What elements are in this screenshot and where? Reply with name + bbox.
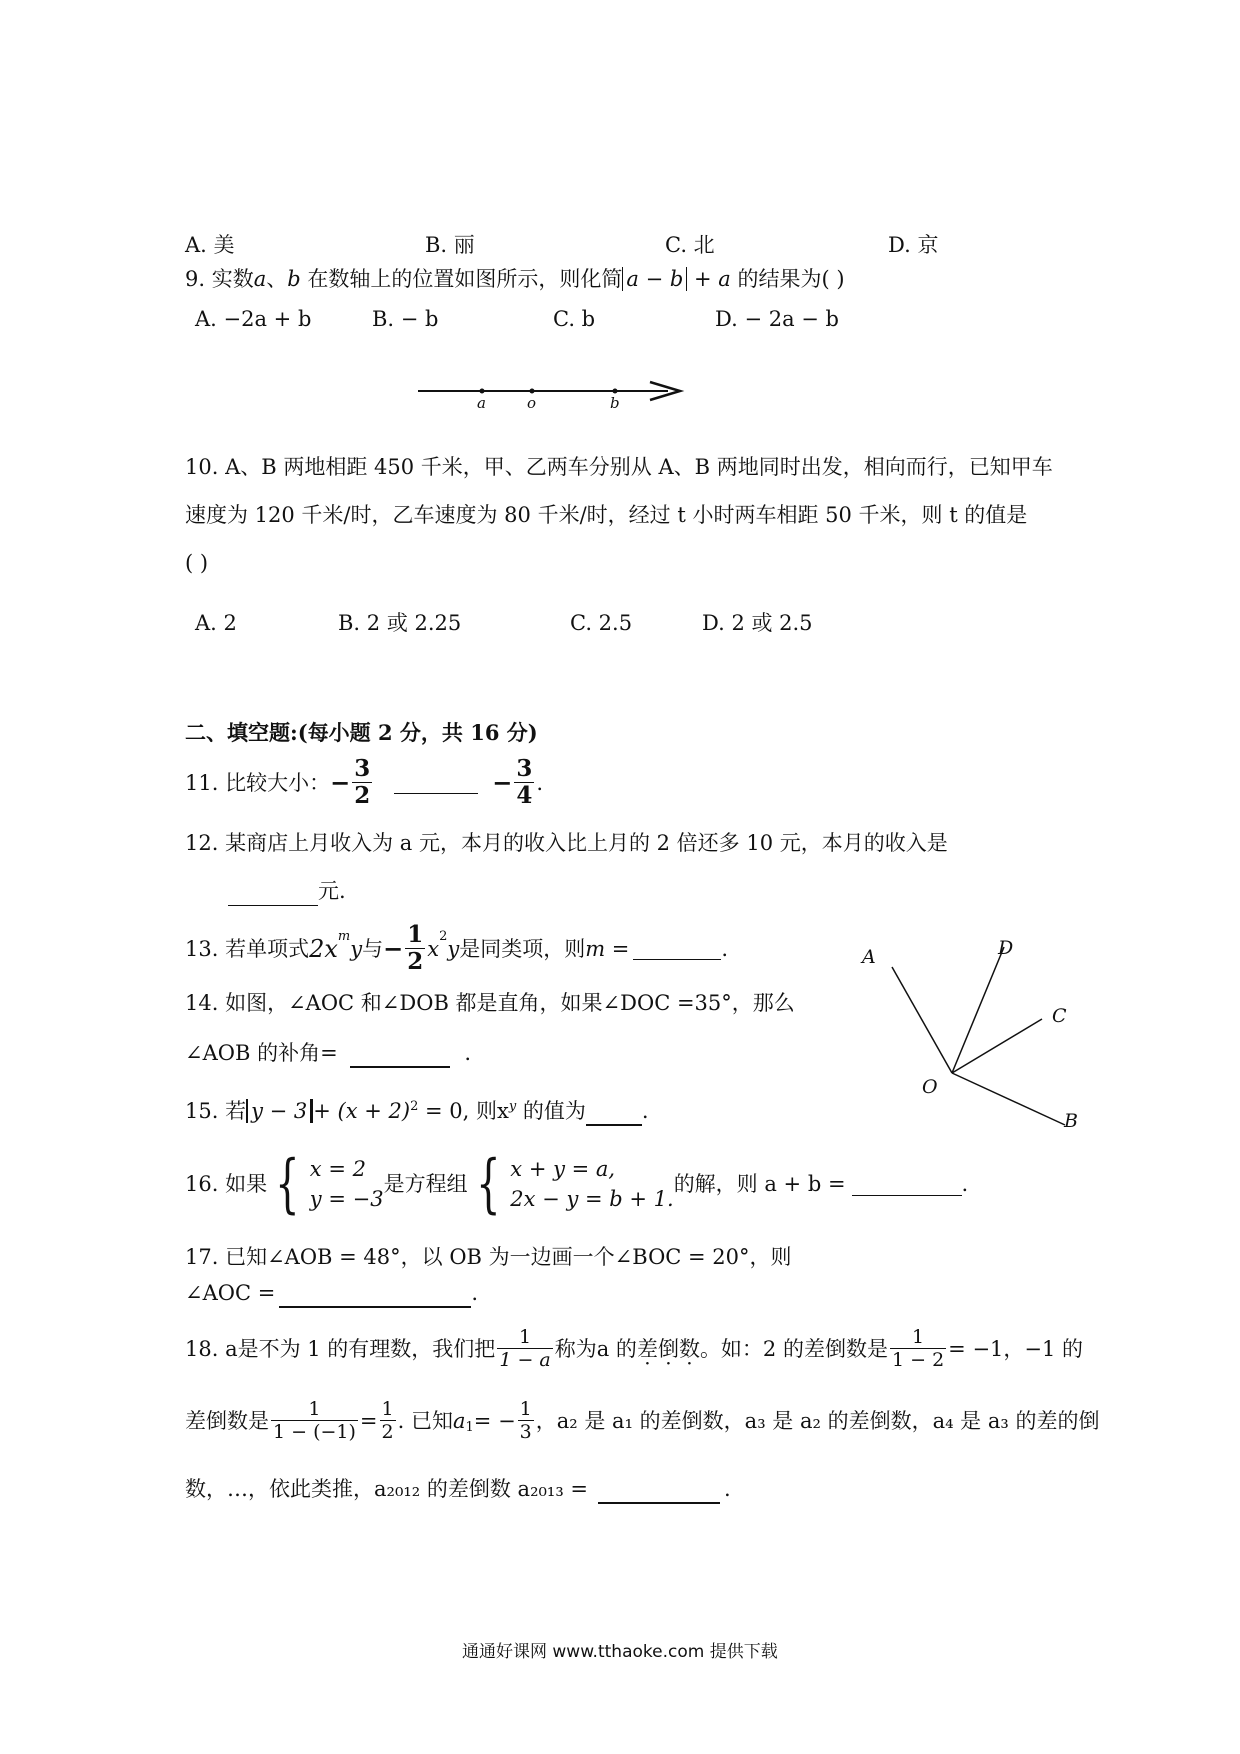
- q13: 13. 若单项式 2x $^m$ y 与 − $\frac{1}{2}$ x $^2$ y 是同类项，则 m = .: [185, 921, 729, 975]
- q14-line2: ∠AOB 的补角= .: [185, 1038, 471, 1068]
- q11: 11. 比较大小： − $\frac{3}{2}$ − $\frac{3}{4}$ .: [185, 755, 544, 809]
- q10-option-b: B. 2 或 2.25: [338, 611, 462, 635]
- angle-label-o: O: [922, 1076, 938, 1098]
- q16-equation-system: { x + y = a, 2x − y = b + 1.: [475, 1147, 674, 1221]
- q18-blank: [598, 1480, 720, 1504]
- q8-option-d: D. 京: [888, 233, 939, 257]
- axis-label-o: o: [527, 394, 537, 412]
- q14-blank: [350, 1044, 450, 1068]
- q18-line1: 18. a是不为 1 的有理数，我们把 $\frac{1}{1 - a}$ 称为a 的 差 · 倒 · 数 · 。如：2 的差倒数是 $\frac{1}{1 - 2}$ = −1，−1 的: [185, 1326, 1083, 1371]
- ray-od: [952, 947, 1004, 1073]
- q9-option-d: D. − 2a − b: [715, 307, 839, 331]
- q8-option-a: A. 美: [185, 233, 235, 257]
- q17-line2: ∠AOC = .: [185, 1278, 478, 1308]
- point-b: [613, 389, 618, 394]
- angle-figure: [860, 935, 1090, 1135]
- q10-line1: 10. A、B 两地相距 450 千米，甲、乙两车分别从 A、B 两地同时出发，相向而行，已知甲车: [185, 455, 1053, 479]
- point-o: [530, 389, 535, 394]
- q18-line3: 数，…，依此类推，a₂₀₁₂ 的差倒数 a₂₀₁₃ = .: [185, 1474, 731, 1504]
- q12-line1: 12. 某商店上月收入为 a 元，本月的收入比上月的 2 倍还多 10 元，本月的收入是: [185, 831, 948, 855]
- q16: 16. 如果 { x = 2 y = −3 是方程组 { x + y = a, 2x − y = b + 1. 的解，则 a + b = .: [185, 1147, 969, 1221]
- angle-label-d: D: [998, 937, 1014, 959]
- q12-line2: 元.: [228, 876, 346, 906]
- q17-line1: 17. 已知∠AOB = 48°，以 OB 为一边画一个∠BOC = 20°，则: [185, 1245, 792, 1269]
- q17-blank: [279, 1284, 471, 1308]
- q12-blank: [228, 883, 318, 906]
- q8-option-c: C. 北: [665, 233, 715, 257]
- q14-line1: 14. 如图，∠AOC 和∠DOB 都是直角，如果∠DOC =35°，那么: [185, 991, 795, 1015]
- axis-label-b: b: [610, 394, 620, 412]
- number-line-figure: [410, 370, 690, 420]
- q10-line2: 速度为 120 千米/时，乙车速度为 80 千米/时，经过 t 小时两车相距 50 千米，则 t 的值是: [185, 503, 1028, 527]
- footer-text: 通通好课网 www.tthaoke.com 提供下载: [462, 1642, 778, 1662]
- angle-label-b: B: [1064, 1110, 1078, 1132]
- q11-blank: [394, 771, 478, 794]
- q15: 15. 若 $y - 3 + (x + 2)^2 = 0$, 则$x^y$ 的值为 .: [185, 1092, 649, 1126]
- q8-option-b: B. 丽: [425, 233, 475, 257]
- q9-option-b: B. − b: [372, 307, 439, 331]
- point-a: [480, 389, 485, 394]
- ray-oa: [892, 967, 952, 1073]
- q9-stem: 9. 实数a、b 在数轴上的位置如图所示，则化简 a − b + a 的结果为( ): [185, 267, 845, 291]
- q9-option-a: A. −2a + b: [195, 307, 312, 331]
- q15-blank: [586, 1102, 642, 1126]
- ray-ob: [952, 1073, 1065, 1125]
- q10-option-c: C. 2.5: [570, 611, 633, 635]
- axis-label-a: a: [477, 394, 486, 412]
- section-title: 二、填空题:(每小题 2 分，共 16 分): [185, 720, 538, 745]
- q16-blank: [852, 1173, 962, 1196]
- angle-label-c: C: [1052, 1005, 1067, 1027]
- angle-label-a: A: [862, 946, 876, 968]
- q9-option-c: C. b: [553, 307, 596, 331]
- q10-line3: ( ): [185, 551, 209, 575]
- q13-blank: [633, 937, 721, 960]
- q10-option-a: A. 2: [195, 611, 237, 635]
- q18-line2: 差倒数是 $\frac{1}{1 - (-1)}$ = $\frac{1}{2}$ . 已知 a $_1$ = − $\frac{1}{3}$ ，a₂ 是 a₁ 的差倒数，a₃ 是 a₂ 的差倒数，a₄ 是 a₃ 的差的倒: [185, 1398, 1100, 1443]
- q16-solution-system: { x = 2 y = −3: [275, 1147, 384, 1221]
- q10-option-d: D. 2 或 2.5: [702, 611, 813, 635]
- ray-oc: [952, 1019, 1042, 1073]
